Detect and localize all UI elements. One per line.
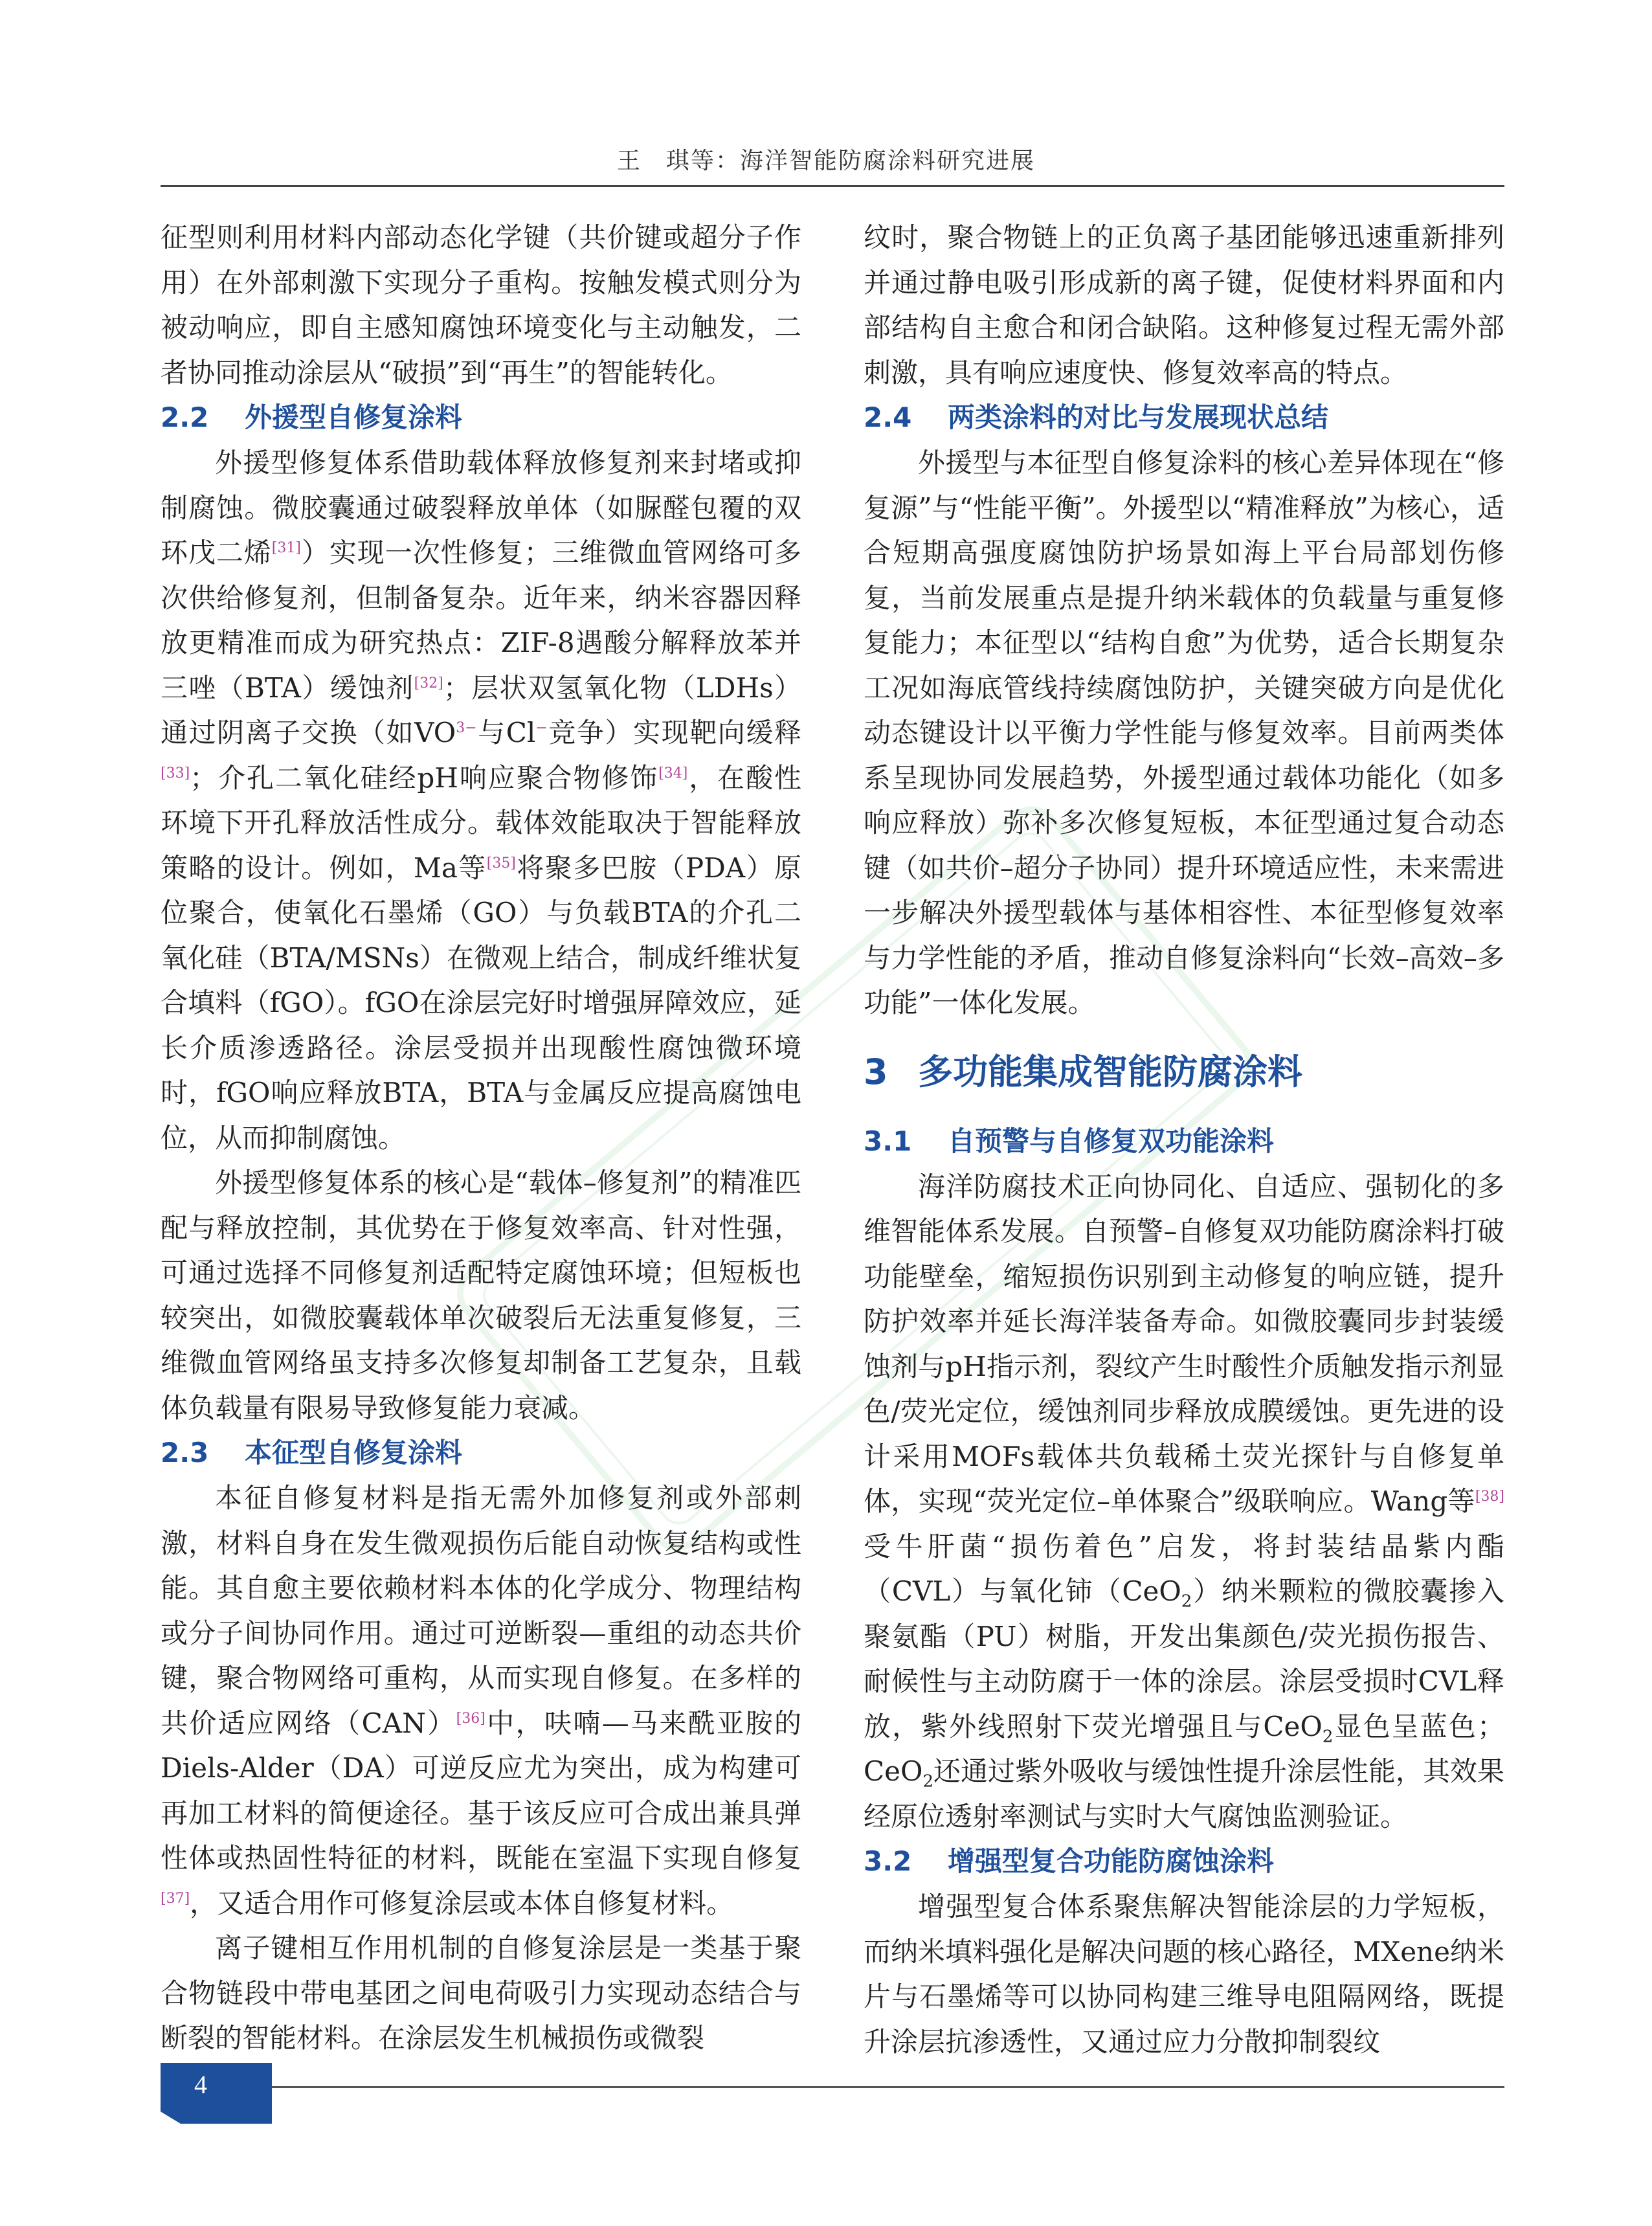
chapter-heading-3 (864, 1045, 1504, 1099)
citation-link[interactable]: [32] (414, 675, 443, 691)
section-number: 3.2 (864, 1845, 912, 1877)
section-title: 两类涂料的对比与发展现状总结 (948, 401, 1329, 433)
right-column (864, 215, 1504, 2067)
citation-link[interactable]: [36] (456, 1710, 486, 1727)
section-title: 增强型复合功能防腐蚀涂料 (948, 1845, 1275, 1877)
chapter-number: 3 (864, 1051, 888, 1092)
citation-link[interactable]: [38] (1475, 1489, 1504, 1505)
page-number-tab (161, 2063, 272, 2124)
section-heading-2-2 (161, 395, 801, 440)
section-number: 2.4 (864, 401, 912, 433)
footer-divider (272, 2086, 1504, 2088)
section-heading-3-1 (864, 1119, 1504, 1164)
citation-link[interactable]: [34] (658, 765, 688, 781)
paragraph-intro: 征型则利用材料内部动态化学键（共价键或超分子作用）在外部刺激下实现分子重构。按触发模式则分为被动响应，即自主感知腐蚀环境变化与主动触发，二者协同推动涂层从“破损”到“再生”的智能转化。 (161, 221, 801, 388)
superscript-charge: 3− (456, 720, 477, 736)
paragraph-3-1: 海洋防腐技术正向协同化、自适应、强韧化的多维智能体系发展。自预警–自修复双功能防腐涂料打破功能壁垒，缩短损伤识别到主动修复的响应链，提升防护效率并延长海洋装备寿命。如微胶囊同步封装缓蚀剂与pH指示剂，裂纹产生时酸性介质触发指示剂显色/荧光定位，缓蚀剂同步释放成膜缓蚀。更先进的设计采用MOFs载体共负载稀土荧光探针与自修复单体，实现“荧光定位–单体聚合”级联响应。Wang等[38]受牛肝菌“损伤着色”启发，将封装结晶紫内酯（CVL）与氧化铈（CeO$_2$）纳米颗粒的微胶囊掺入聚氨酯（PU）树脂，开发出集颜色/荧光损伤报告、耐候性与主动防腐于一体的涂层。涂层受损时CVL释放，紫外线照射下荧光增强且与CeO$_2$显色呈蓝色；CeO$_2$还通过紫外吸收与缓蚀性提升涂层性能，其效果经原位透射率测试与实时大气腐蚀监测验证。 (864, 1170, 1504, 1832)
citation-link[interactable]: [37] (161, 1890, 190, 1907)
paragraph-2-2-a: 外援型修复体系借助载体释放修复剂来封堵或抑制腐蚀。微胶囊通过破裂释放单体（如脲醛包覆的双环戊二烯[31]）实现一次性修复；三维微血管网络可多次供给修复剂，但制备复杂。近年来，纳米容器因释放更精准而成为研究热点：ZIF-8遇酸分解释放苯并三唑（BTA）缓蚀剂[32]；层状双氢氧化物（LDHs）通过阴离子交换（如$VO^{3-}$与Cl−竞争）实现靶向缓释[33]；介孔二氧化硅经pH响应聚合物修饰[34]，在酸性环境下开孔释放活性成分。载体效能取决于智能释放策略的设计。例如，Ma等[35]将聚多巴胺（PDA）原位聚合，使氧化石墨烯（GO）与负载BTA的介孔二氧化硅（BTA/MSNs）在微观上结合，制成纤维状复合填料（fGO）。fGO在涂层完好时增强屏障效应，延长介质渗透路径。涂层受损并出现酸性腐蚀微环境时，fGO响应释放BTA，BTA与金属反应提高腐蚀电位，从而抑制腐蚀。 (161, 447, 801, 1154)
paragraph-2-3-a: 本征自修复材料是指无需外加修复剂或外部刺激，材料自身在发生微观损伤后能自动恢复结构或性能。其自愈主要依赖材料本体的化学成分、物理结构或分子间协同作用。通过可逆断裂—重组的动态共价键，聚合物网络可重构，从而实现自修复。在多样的共价适应网络（CAN）[36]中，呋喃—马来酰亚胺的Diels-Alder（DA）可逆反应尤为突出，成为构建可再加工材料的简便途径。基于该反应可合成出兼具弹性体或热固性特征的材料，既能在室温下实现自修复[37]，又适合用作可修复涂层或本体自修复材料。 (161, 1482, 801, 1919)
paragraph-2-4: 外援型与本征型自修复涂料的核心差异体现在“修复源”与“性能平衡”。外援型以“精准释放”为核心，适合短期高强度腐蚀防护场景如海上平台局部划伤修复，当前发展重点是提升纳米载体的负载量与重复修复能力；本征型以“结构自愈”为优势，适合长期复杂工况如海底管线持续腐蚀防护，关键突破方向是优化动态键设计以平衡力学性能与修复效率。目前两类体系呈现协同发展趋势，外援型通过载体功能化（如多响应释放）弥补多次修复短板，本征型通过复合动态键（如共价–超分子协同）提升环境适应性，未来需进一步解决外援型载体与基体相容性、本征型修复效率与力学性能的矛盾，推动自修复涂料向“长效–高效–多功能”一体化发展。 (864, 447, 1504, 1018)
citation-link[interactable]: [31] (271, 540, 301, 556)
section-title: 外援型自修复涂料 (245, 401, 463, 433)
subscript: 2 (1181, 1591, 1192, 1612)
section-heading-3-2 (864, 1839, 1504, 1884)
section-number: 2.2 (161, 401, 209, 433)
subscript: 2 (922, 1771, 933, 1792)
page-number: 4 (194, 2070, 207, 2099)
running-title: 王 琪等：海洋智能防腐涂料研究进展 (616, 148, 1035, 174)
section-heading-2-3 (161, 1430, 801, 1476)
subscript: 2 (1322, 1726, 1334, 1746)
citation-link[interactable]: [33] (161, 765, 190, 781)
section-number: 2.3 (161, 1437, 209, 1468)
paragraph-2-2-b: 外援型修复体系的核心是“载体–修复剂”的精准匹配与释放控制，其优势在于修复效率高、针对性强，可通过选择不同修复剂适配特定腐蚀环境；但短板也较突出，如微胶囊载体单次破裂后无法重复修复，三维微血管网络虽支持多次修复却制备工艺复杂，且载体负载量有限易导致修复能力衰减。 (161, 1167, 801, 1424)
paragraph-2-3-b: 离子键相互作用机制的自修复涂层是一类基于聚合物链段中带电基团之间电荷吸引力实现动态结合与断裂的智能材料。在涂层发生机械损伤或微裂 (161, 1932, 801, 2054)
section-number: 3.1 (864, 1125, 912, 1157)
section-title: 本征型自修复涂料 (245, 1437, 463, 1468)
left-column (161, 215, 801, 2067)
header-divider (161, 185, 1504, 187)
citation-link[interactable]: [35] (486, 855, 516, 871)
paragraph-continued: 纹时，聚合物链上的正负离子基团能够迅速重新排列并通过静电吸引形成新的离子键，促使材料界面和内部结构自主愈合和闭合缺陷。这种修复过程无需外部刺激，具有响应速度快、修复效率高的特点。 (864, 221, 1504, 388)
section-heading-2-4 (864, 395, 1504, 440)
section-title: 自预警与自修复双功能涂料 (948, 1125, 1275, 1157)
superscript-charge: − (535, 720, 548, 736)
chapter-title: 多功能集成智能防腐涂料 (918, 1051, 1302, 1092)
paragraph-3-2: 增强型复合体系聚焦解决智能涂层的力学短板，而纳米填料强化是解决问题的核心路径，MXene纳米片与石墨烯等可以协同构建三维导电阻隔网络，既提升涂层抗渗透性，又通过应力分散抑制裂纹 (864, 1891, 1504, 2058)
